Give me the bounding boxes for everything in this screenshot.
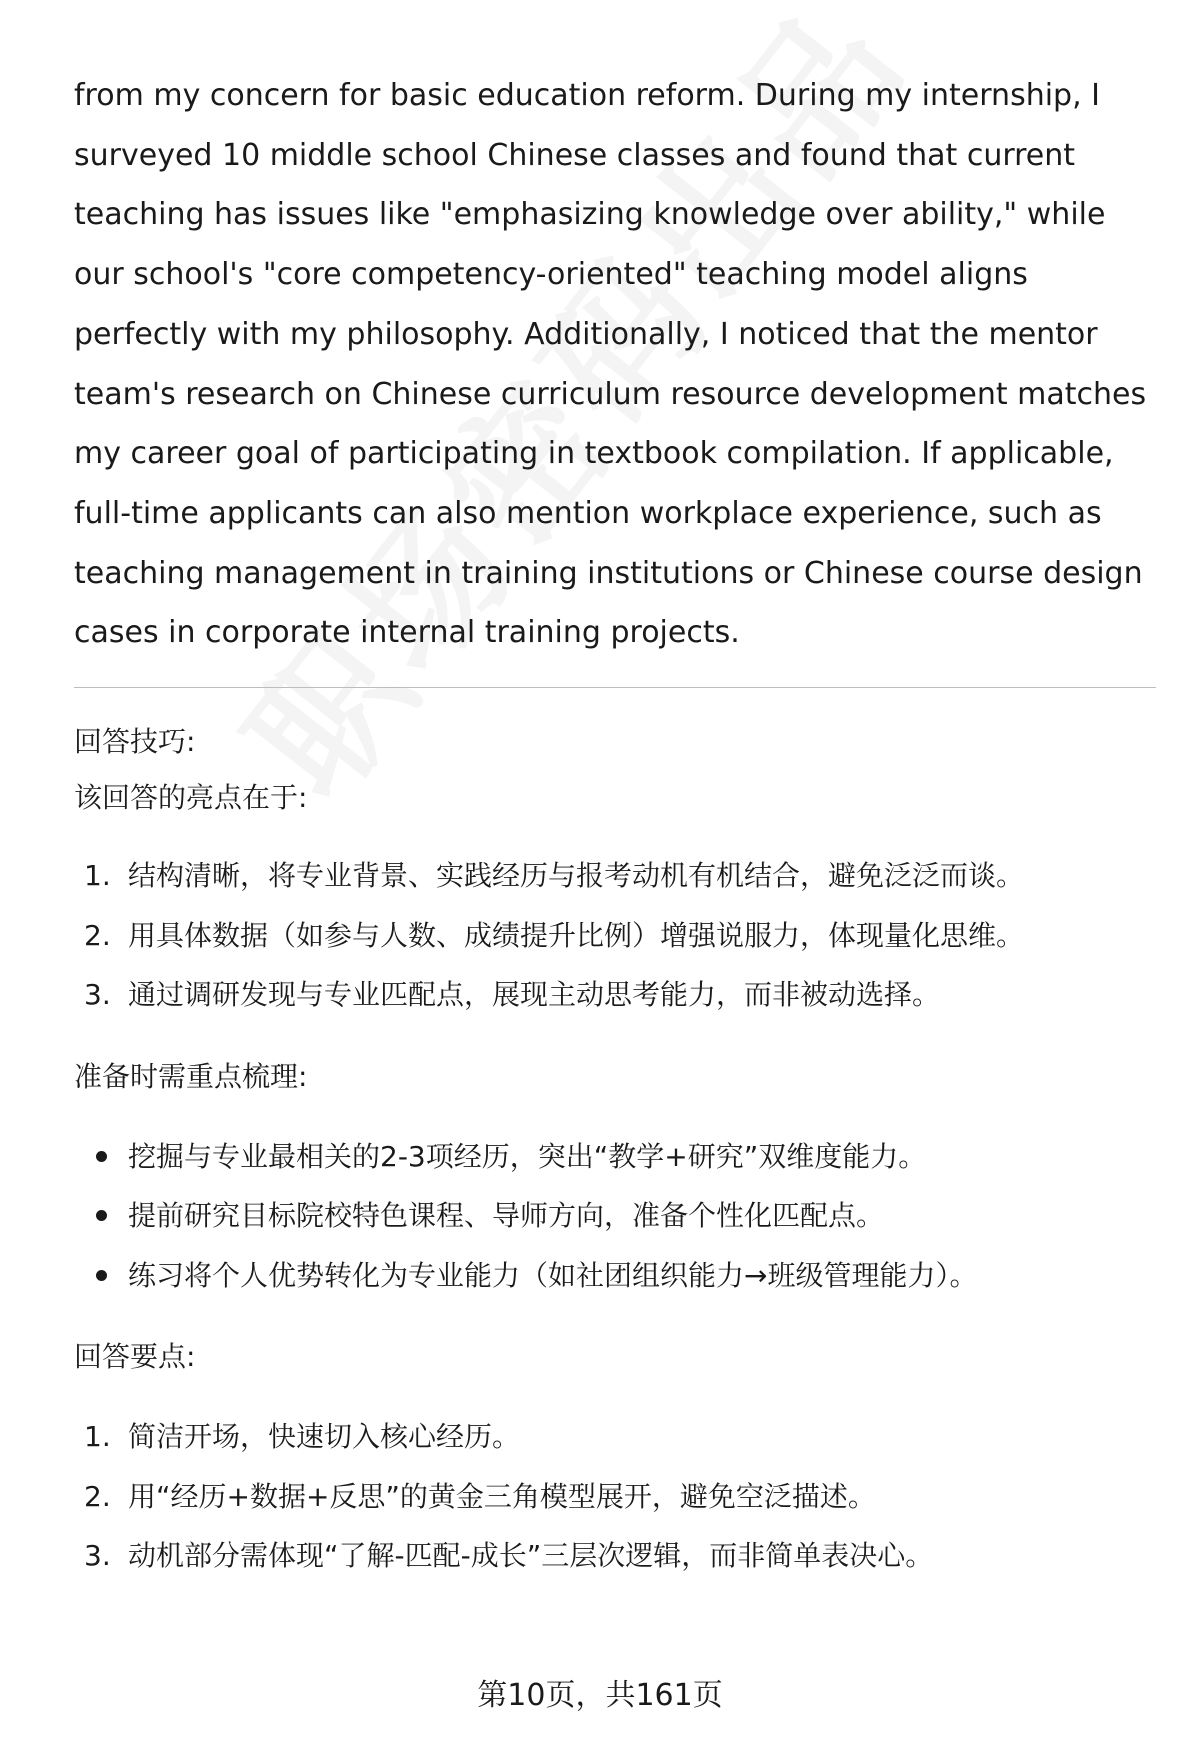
key-points-heading: 回答要点: [74,1340,196,1374]
document-page [74,66,1164,1586]
list-number: 3. [84,1539,111,1573]
bullet-icon [96,1151,107,1162]
tips-heading: 回答技巧: [74,725,196,759]
list-item: 练习将个人优势转化为专业能力（如社团组织能力→班级管理能力）。 [74,1246,1164,1306]
list-item: 挖掘与专业最相关的2-3项经历，突出“教学+研究”双维度能力。 [74,1127,1164,1187]
list-item: 提前研究目标院校特色课程、导师方向，准备个性化匹配点。 [74,1186,1164,1246]
section-divider [74,687,1156,688]
tips-subheading: 该回答的亮点在于: [74,781,308,815]
preparation-heading: 准备时需重点梳理: [74,1059,308,1093]
list-item: 2. 用“经历+数据+反思”的黄金三角模型展开，避免空泛描述。 [74,1467,1164,1527]
list-number: 2. [84,918,111,952]
page-footer: 第10页，共161页 [477,1678,723,1713]
intro-paragraph: from my concern for basic education reform. During my internship, I surveyed 10 middle school Chinese classes and found that current teaching has issues like "emphasizing knowledge over ability," while our school's "core competency-oriented" teaching model aligns perfectly with my philosophy. Additionally, I noticed that the mentor team's research on Chinese curriculum resource development matches my career goal of participating in textbook compilation. If applicable, full-time applicants can also mention workplace experience, such as teaching management in training institutions or Chinese course design cases in corporate internal training projects. [74,78,1147,651]
list-number: 3. [84,978,111,1012]
list-number: 1. [84,859,111,893]
key-points-list [74,1407,1164,1586]
preparation-list [74,1127,1164,1306]
list-item: 1. 结构清晰，将专业背景、实践经历与报考动机有机结合，避免泛泛而谈。 [74,846,1164,906]
list-item: 1. 简洁开场，快速切入核心经历。 [74,1407,1164,1467]
list-item: 2. 用具体数据（如参与人数、成绩提升比例）增强说服力，体现量化思维。 [74,906,1164,966]
list-item: 3. 通过调研发现与专业匹配点，展现主动思考能力，而非被动选择。 [74,965,1164,1025]
tips-list [74,846,1164,1025]
bullet-icon [96,1270,107,1281]
list-item: 3. 动机部分需体现“了解-匹配-成长”三层次逻辑，而非简单表决心。 [74,1526,1164,1586]
list-number: 1. [84,1420,111,1454]
list-number: 2. [84,1479,111,1513]
bullet-icon [96,1210,107,1221]
